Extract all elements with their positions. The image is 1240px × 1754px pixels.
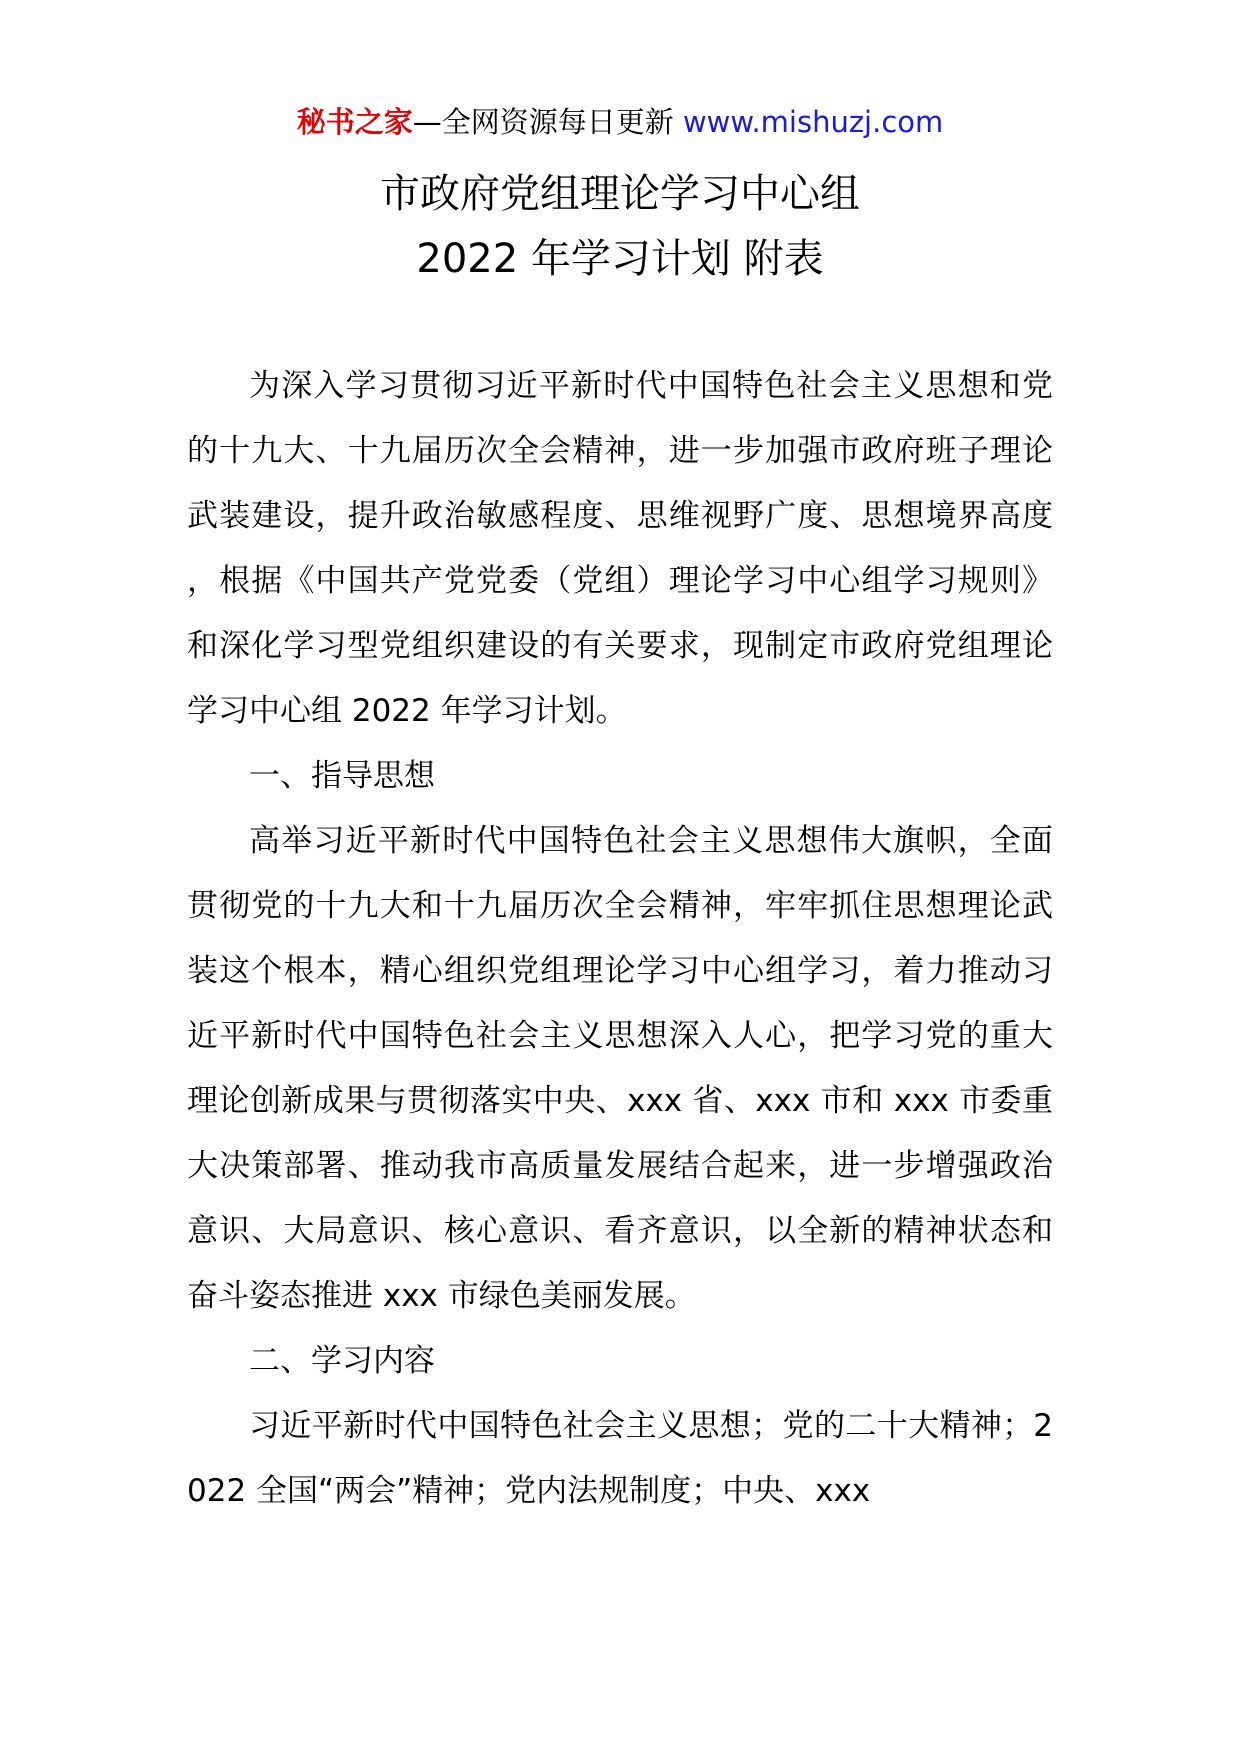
intro-paragraph: 为深入学习贯彻习近平新时代中国特色社会主义思想和党的十九大、十九届历次全会精神，进一步加强市政府班子理论武装建设，提升政治敏感程度、思维视野广度、思想境界高度，根据《中国共产党党委（党组）理论学习中心组学习规则》和深化学习型党组织建设的有关要求，现制定市政府党组理论学习中心组 2022 年学习计划。 bbox=[187, 368, 1053, 729]
document-title-line-2: 2022 年学习计划 附表 bbox=[416, 236, 824, 282]
document-title-line-1: 市政府党组理论学习中心组 bbox=[380, 171, 860, 217]
guiding-thought-paragraph: 高举习近平新时代中国特色社会主义思想伟大旗帜，全面贯彻党的十九大和十九届历次全会精神，牢牢抓住思想理论武装这个根本，精心组织党组理论学习中心组学习，着力推动习近平新时代中国特色社会主义思想深入人心，把学习党的重大理论创新成果与贯彻落实中央、xxx 省、xxx 市和 xxx 市委重大决策部署、推动我市高质量发展结合起来，进一步增强政治意识、大局意识、核心意识、看齐意识，以全新的精神状态和奋斗姿态推进 xxx 市绿色美丽发展。 bbox=[187, 823, 1053, 1314]
study-content-paragraph: 习近平新时代中国特色社会主义思想；党的二十大精神；2022 全国“两会”精神；党内法规制度；中央、xxx bbox=[187, 1408, 1053, 1509]
document-body bbox=[187, 354, 1053, 1524]
watermark-slogan: —全网资源每日更新 bbox=[412, 105, 674, 139]
section-heading-guiding-thought: 一、指导思想 bbox=[249, 758, 435, 794]
watermark-brand: 秘书之家 bbox=[296, 105, 413, 139]
watermark-header bbox=[0, 102, 1240, 142]
watermark-url[interactable]: www.mishuzj.com bbox=[682, 105, 944, 139]
section-heading-study-content: 二、学习内容 bbox=[249, 1343, 435, 1379]
